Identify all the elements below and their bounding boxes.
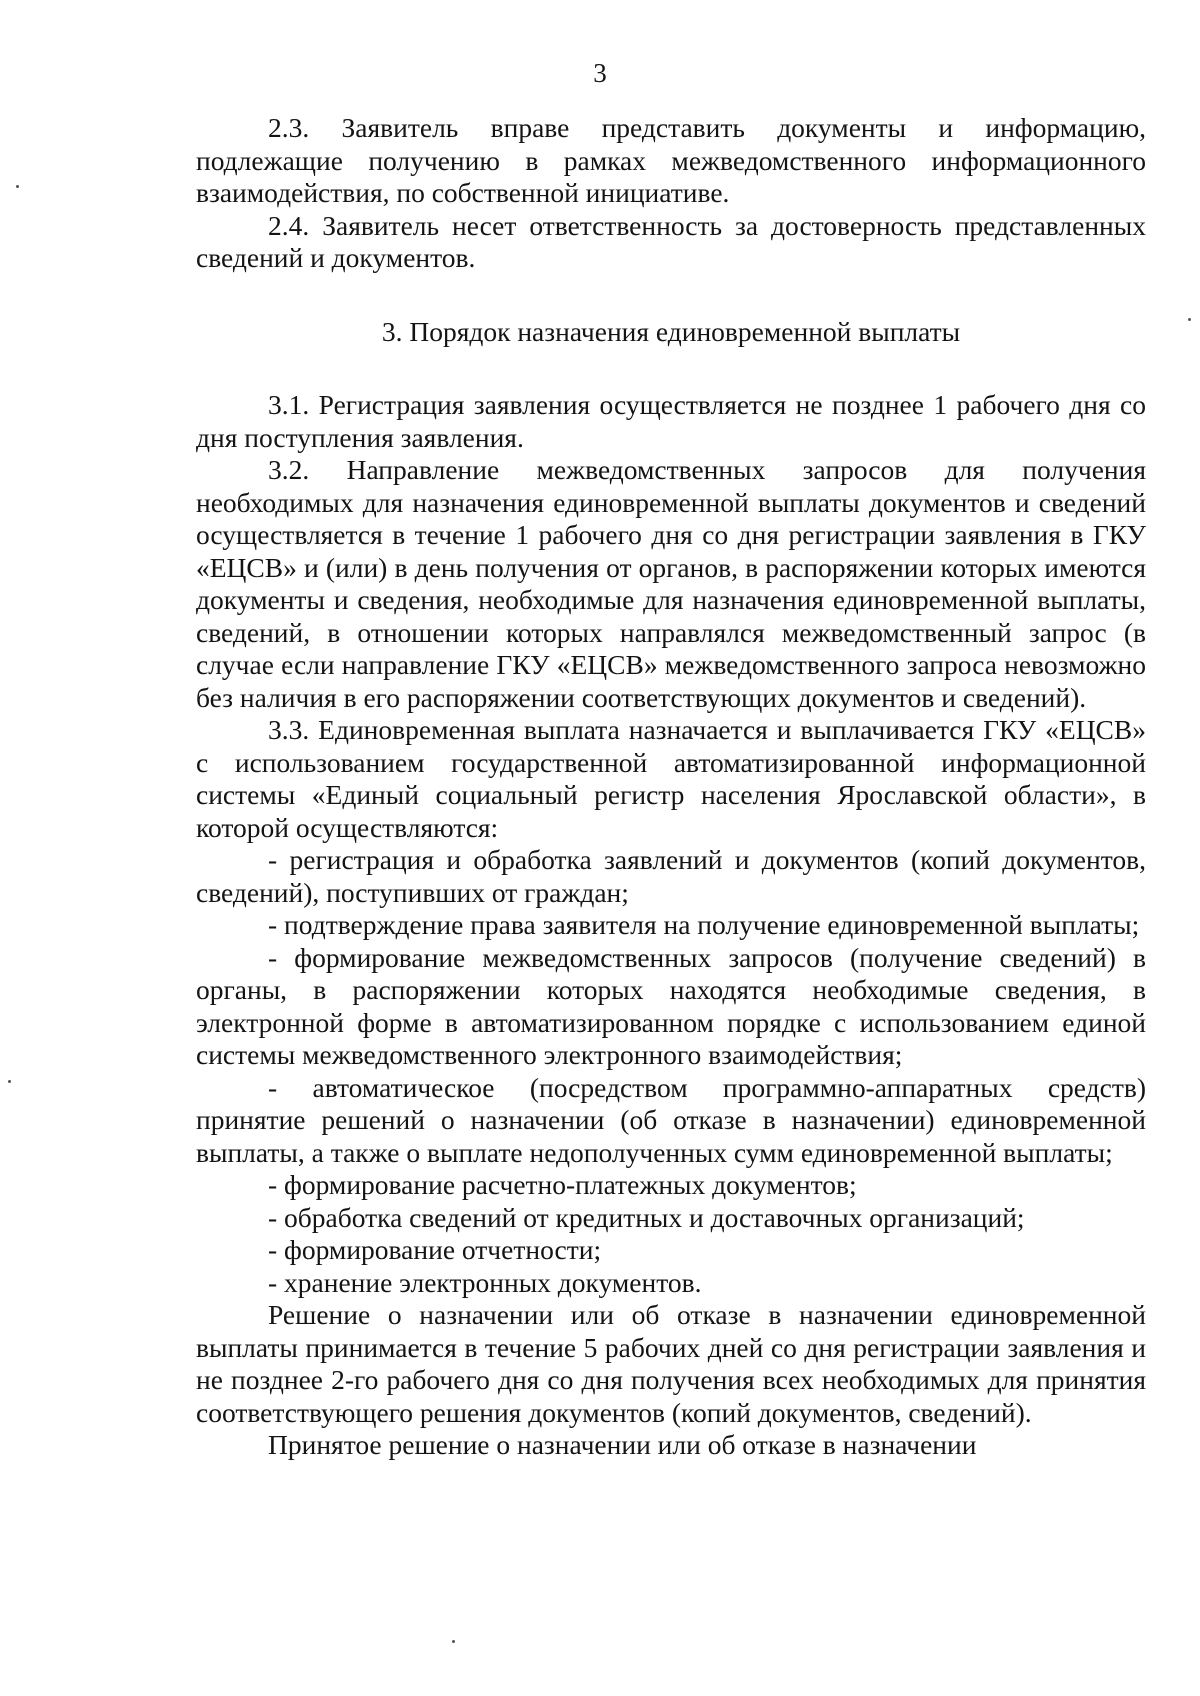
paragraph-3-2: 3.2. Направление межведомственных запросов для получения необходимых для назначения единовременной выплаты документов и сведений осуществляется в течение 1 рабочего дня со дня регистрации заявления в ГКУ «ЕЦСВ» и (или) в день получения от органов, в распоряжении которых имеются документы и сведения, необходимые для назначения единовременной выплаты, сведений, в отношении которых направлялся межведомственный запрос (в случае если направление ГКУ «ЕЦСВ» межведомственного запроса невозможно без наличия в его распоряжении соответствующих документов и сведений). [196,454,1146,713]
scan-speck [452,1640,455,1643]
scan-speck [8,1080,11,1083]
list-item-processing: - обработка сведений от кредитных и доставочных организаций; [268,1201,1025,1233]
list-item-registration: - регистрация и обработка заявлений и документов (копий документов, сведений), поступивших от граждан; [196,844,1146,908]
paragraph-decision-notice: Принятое решение о назначении или об отказе в назначении [268,1429,977,1460]
list-item-payment-documents: - формирование расчетно-платежных документов; [268,1169,857,1200]
paragraph-2-3: 2.3. Заявитель вправе представить документы и информацию, подлежащие получению в рамках межведомственного информационного взаимодействия, по собственной инициативе. [196,112,1146,208]
list-item-confirmation: - подтверждение права заявителя на получение единовременной выплаты; [268,909,1140,940]
paragraph-decision-term: Решение о назначении или об отказе в назначении единовременной выплаты принимается в течение 5 рабочих дней со дня регистрации заявления и не позднее 2-го рабочего дня со дня получения всех необходимых для принятия соответствующего решения документов (копий документов, сведений). [196,1299,1146,1428]
section-heading: 3. Порядок назначения единовременной выплаты [381,315,961,347]
paragraph-3-3: 3.3. Единовременная выплата назначается и выплачивается ГКУ «ЕЦСВ» с использованием государственной автоматизированной информационной системы «Единый социальный регистр населения Ярославской области», в которой осуществляются: [196,714,1146,843]
document-body [196,112,1146,1462]
page-number: 3 [593,58,607,88]
paragraph-2-4: 2.4. Заявитель несет ответственность за достоверность представленных сведений и документов. [196,209,1146,273]
list-item-reporting: - формирование отчетности; [268,1234,602,1265]
list-item-requests: - формирование межведомственных запросов (получение сведений) в органы, в распоряжении которых находятся необходимые сведения, в электронной форме в автоматизированном порядке с использованием единой системы межведомственного электронного взаимодействия; [196,941,1146,1070]
paragraph-3-1: 3.1. Регистрация заявления осуществляется не позднее 1 рабочего дня со дня поступления заявления. [196,389,1146,453]
scan-speck [1188,318,1191,321]
list-item-storage: - хранение электронных документов. [268,1266,702,1298]
list-item-automatic-decisions: - автоматическое (посредством программно-аппаратных средств) принятие решений о назначении (об отказе в назначении) единовременной выплаты, а также о выплате недополученных сумм единовременной выплаты; [196,1071,1146,1168]
scan-speck [16,185,19,188]
